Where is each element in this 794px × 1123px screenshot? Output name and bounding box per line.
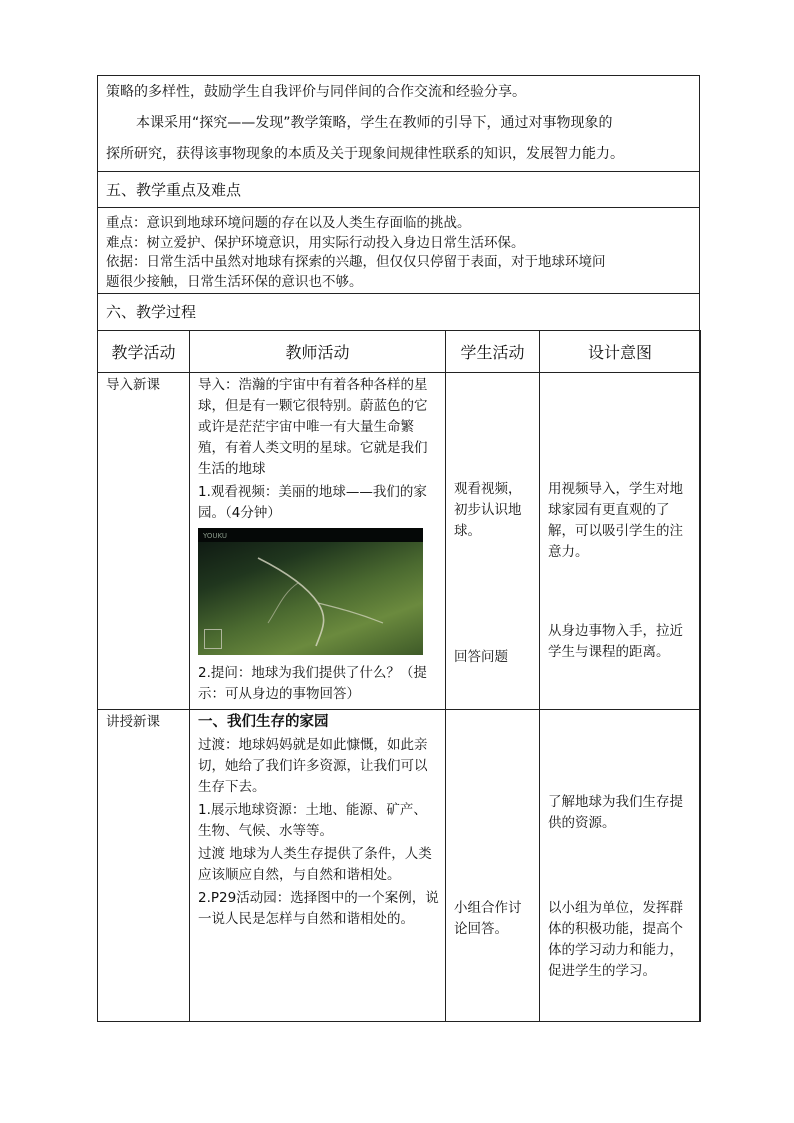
teaching-process-table [97, 330, 701, 1022]
section5-title-row [98, 172, 699, 208]
section5-title: 五、教学重点及难点 [106, 181, 242, 199]
row2-teacher-show: 1.展示地球资源：土地、能源、矿产、生物、气候、水等等。 [198, 802, 427, 839]
header-design: 设计意图 [540, 331, 701, 373]
basis-line-2: 题很少接触，日常生活环保的意识也不够。 [106, 273, 363, 290]
row1-design-1: 用视频导入，学生对地球家园有更直观的了解，可以吸引学生的注意力。 [548, 481, 683, 560]
row1-student-1: 观看视频，初步认识地球。 [454, 481, 522, 539]
lesson-plan-document [97, 75, 700, 1022]
basis-line-1: 依据：日常生活中虽然对地球有探索的兴趣，但仅仅只停留于表面，对于地球环境问 [106, 254, 606, 270]
row2-teacher-activity: 2.P29活动园：选择图中的一个案例，说一说人民是怎样与自然和谐相处的。 [198, 890, 439, 927]
row1-design-2: 从身边事物入手，拉近学生与课程的距离。 [548, 623, 683, 660]
video-stamp-icon [204, 629, 222, 649]
row2-student: 小组合作讨论回答。 [454, 900, 522, 937]
row2-teacher-transition-2: 过渡 地球为人类生存提供了条件，人类应该顺应自然，与自然和谐相处。 [198, 846, 432, 883]
intro-line-1: 策略的多样性，鼓励学生自我评价与同伴间的合作交流和经验分享。 [106, 84, 526, 100]
row2-teacher-transition-1: 过渡：地球妈妈就是如此慷慨，如此亲切，她给了我们许多资源，让我们可以生存下去。 [198, 737, 428, 795]
section6-title-row [98, 294, 699, 330]
row1-activity: 导入新课 [106, 377, 160, 393]
table-row [98, 710, 701, 1022]
section6-title: 六、教学过程 [106, 303, 197, 321]
row1-teacher-video: 1.观看视频：美丽的地球——我们的家园。（4分钟） [198, 484, 427, 521]
intro-line-3: 探所研究，获得该事物现象的本质及关于现象间规律性联系的知识，发展智力能力。 [106, 146, 624, 162]
row2-teacher-heading: 一、我们生存的家园 [198, 714, 329, 730]
earth-video-thumbnail[interactable] [198, 528, 423, 655]
table-row [98, 373, 701, 710]
row2-activity: 讲授新课 [106, 714, 160, 730]
row2-design-2: 以小组为单位，发挥群体的积极功能，提高个体的学习动力和能力，促进学生的学习。 [548, 900, 683, 979]
header-student: 学生活动 [446, 331, 540, 373]
row1-teacher-question: 2.提问：地球为我们提供了什么？（提示：可从身边的事物回答） [198, 665, 427, 702]
row1-student-2: 回答问题 [454, 649, 508, 665]
header-teacher: 教师活动 [190, 331, 446, 373]
difficulty-point: 难点：树立爱护、保护环境意识，用实际行动投入身边日常生活环保。 [106, 234, 525, 251]
header-activity: 教学活动 [98, 331, 190, 373]
intro-section [98, 76, 699, 172]
row2-design-1: 了解地球为我们生存提供的资源。 [548, 794, 683, 831]
river-graphic [198, 528, 423, 655]
key-point: 重点：意识到地球环境问题的存在以及人类生存面临的挑战。 [106, 215, 471, 231]
intro-line-2: 本课采用“探究——发现”教学策略，学生在教师的引导下，通过对事物现象的 [136, 115, 613, 131]
video-watermark: YOUKU [203, 532, 228, 540]
table-header-row [98, 331, 701, 373]
section5-content [98, 208, 699, 294]
row1-teacher-intro: 导入：浩瀚的宇宙中有着各种各样的星球，但是有一颗它很特别。蔚蓝色的它或许是茫茫宇宙中唯一有大量生命繁殖，有着人类文明的星球。它就是我们生活的地球 [198, 377, 428, 477]
